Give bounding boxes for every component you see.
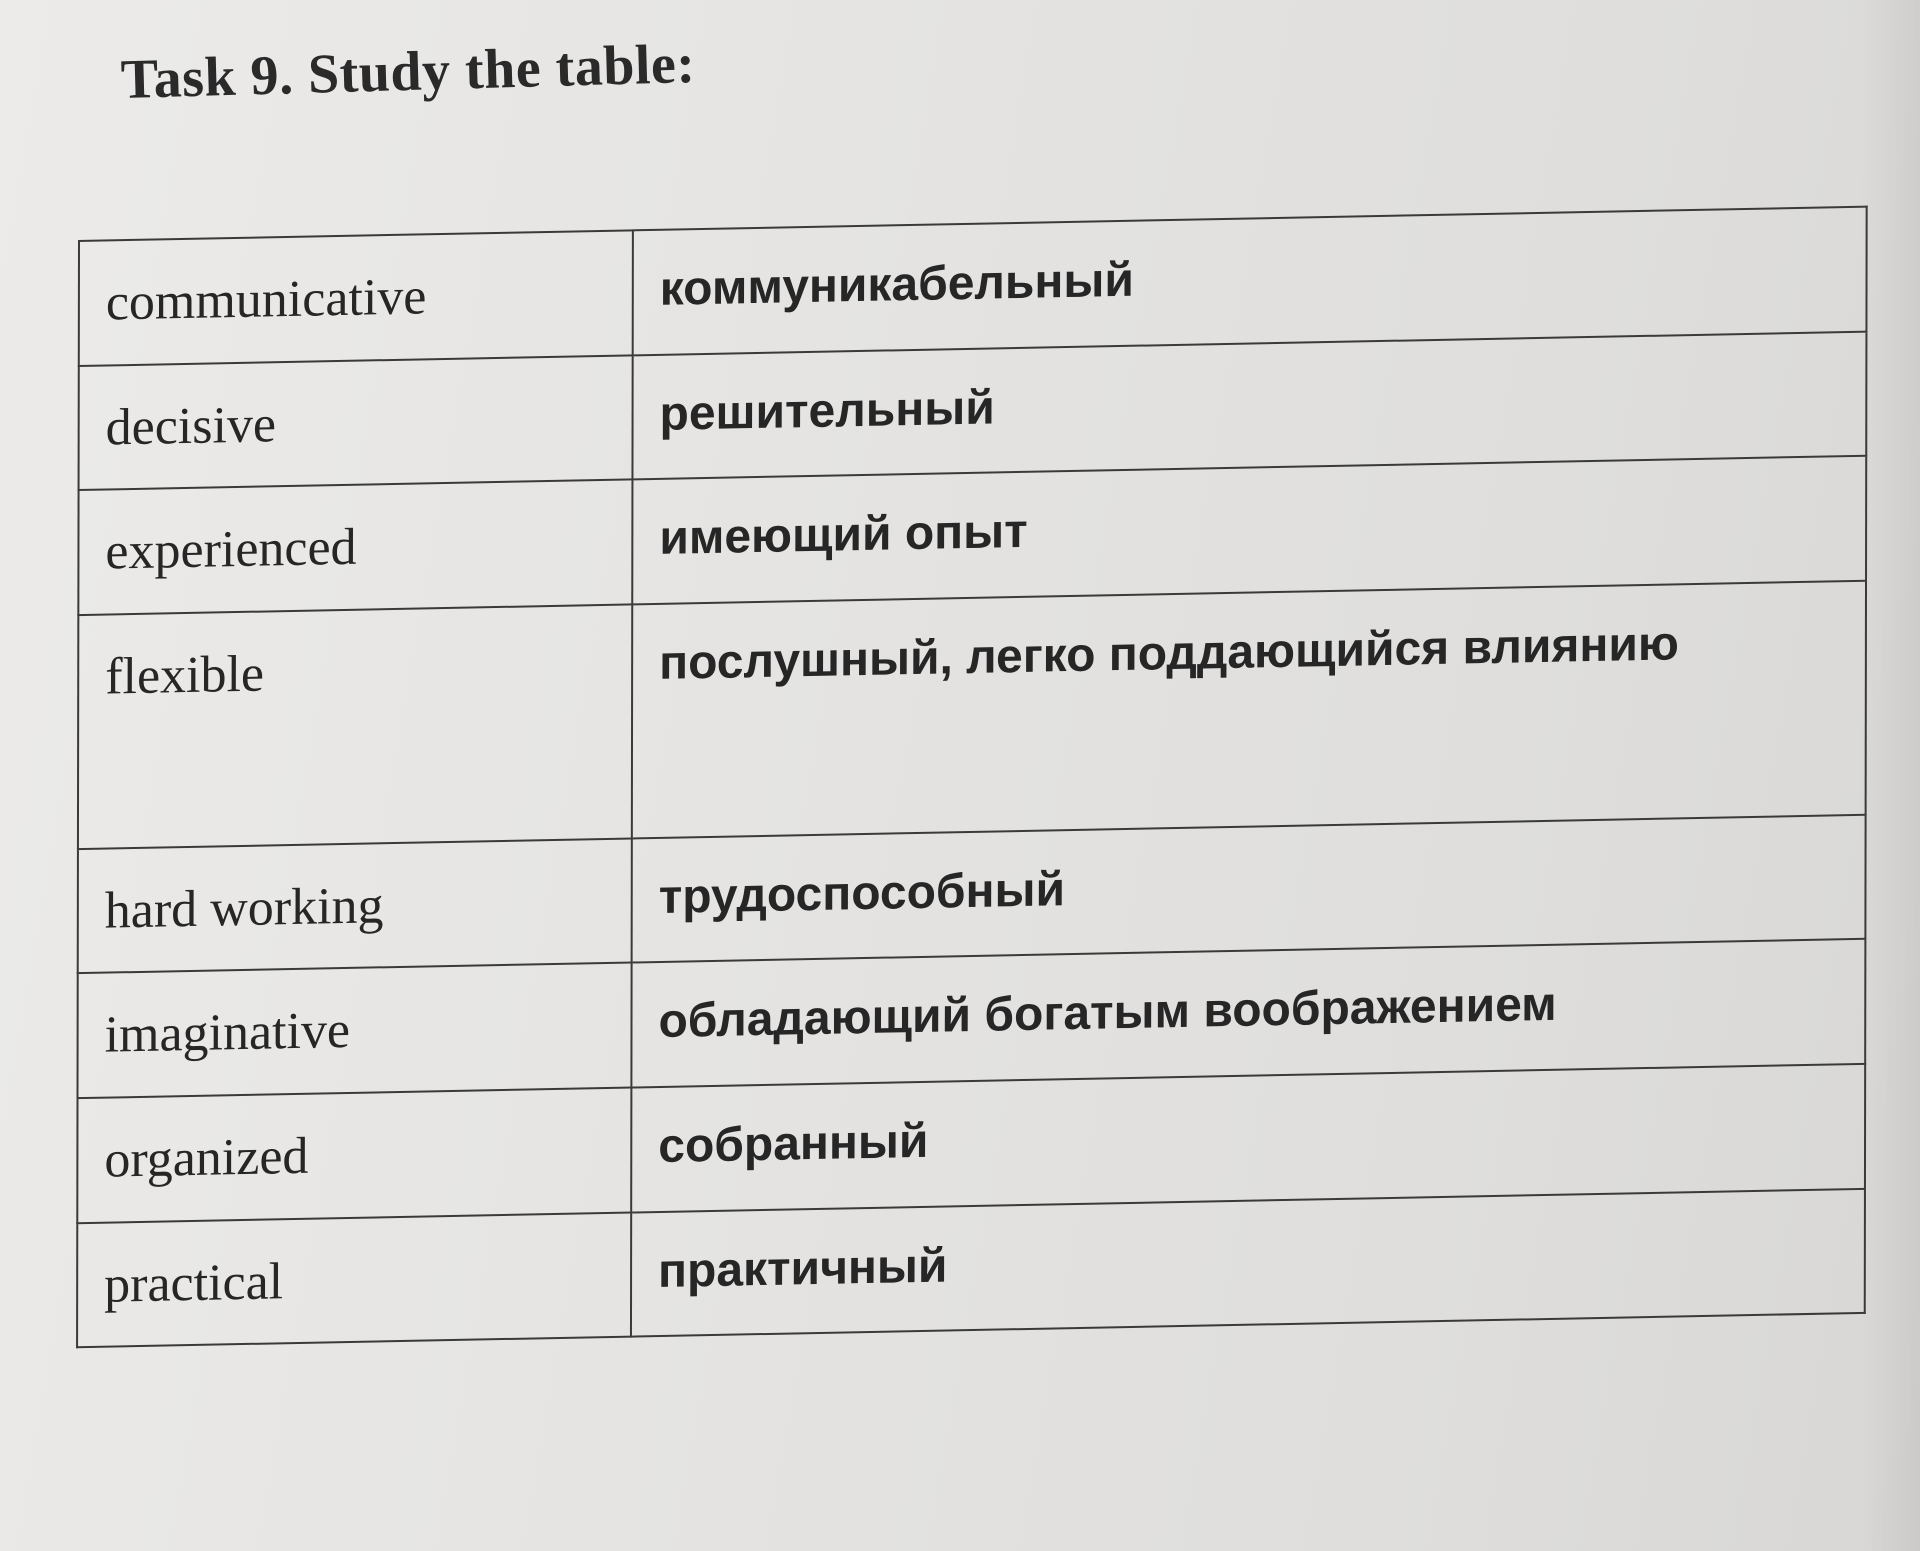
- english-term: hard working: [78, 838, 632, 973]
- english-term: imaginative: [78, 963, 632, 1098]
- english-term: organized: [77, 1088, 631, 1223]
- russian-translation: собранный: [631, 1064, 1865, 1212]
- vocabulary-table: [76, 206, 1868, 1349]
- russian-translation: практичный: [631, 1188, 1865, 1336]
- page-shadow: [1860, 0, 1920, 1551]
- english-term: flexible: [78, 604, 632, 849]
- table-row: [78, 581, 1866, 849]
- russian-translation: решительный: [632, 331, 1866, 479]
- english-term: practical: [77, 1212, 631, 1347]
- russian-translation: коммуникабельный: [633, 207, 1867, 355]
- russian-translation: трудоспособный: [632, 815, 1866, 963]
- task-title: Task 9. Study the table:: [120, 32, 697, 111]
- russian-translation: имеющий опыт: [632, 456, 1866, 604]
- vocabulary-table-wrapper: [76, 206, 1868, 1349]
- russian-translation: обладающий богатым воображением: [631, 939, 1865, 1087]
- english-term: experienced: [78, 480, 632, 615]
- english-term: communicative: [79, 230, 633, 365]
- russian-translation: послушный, легко поддающийся влиянию: [632, 581, 1866, 839]
- english-term: decisive: [79, 355, 633, 490]
